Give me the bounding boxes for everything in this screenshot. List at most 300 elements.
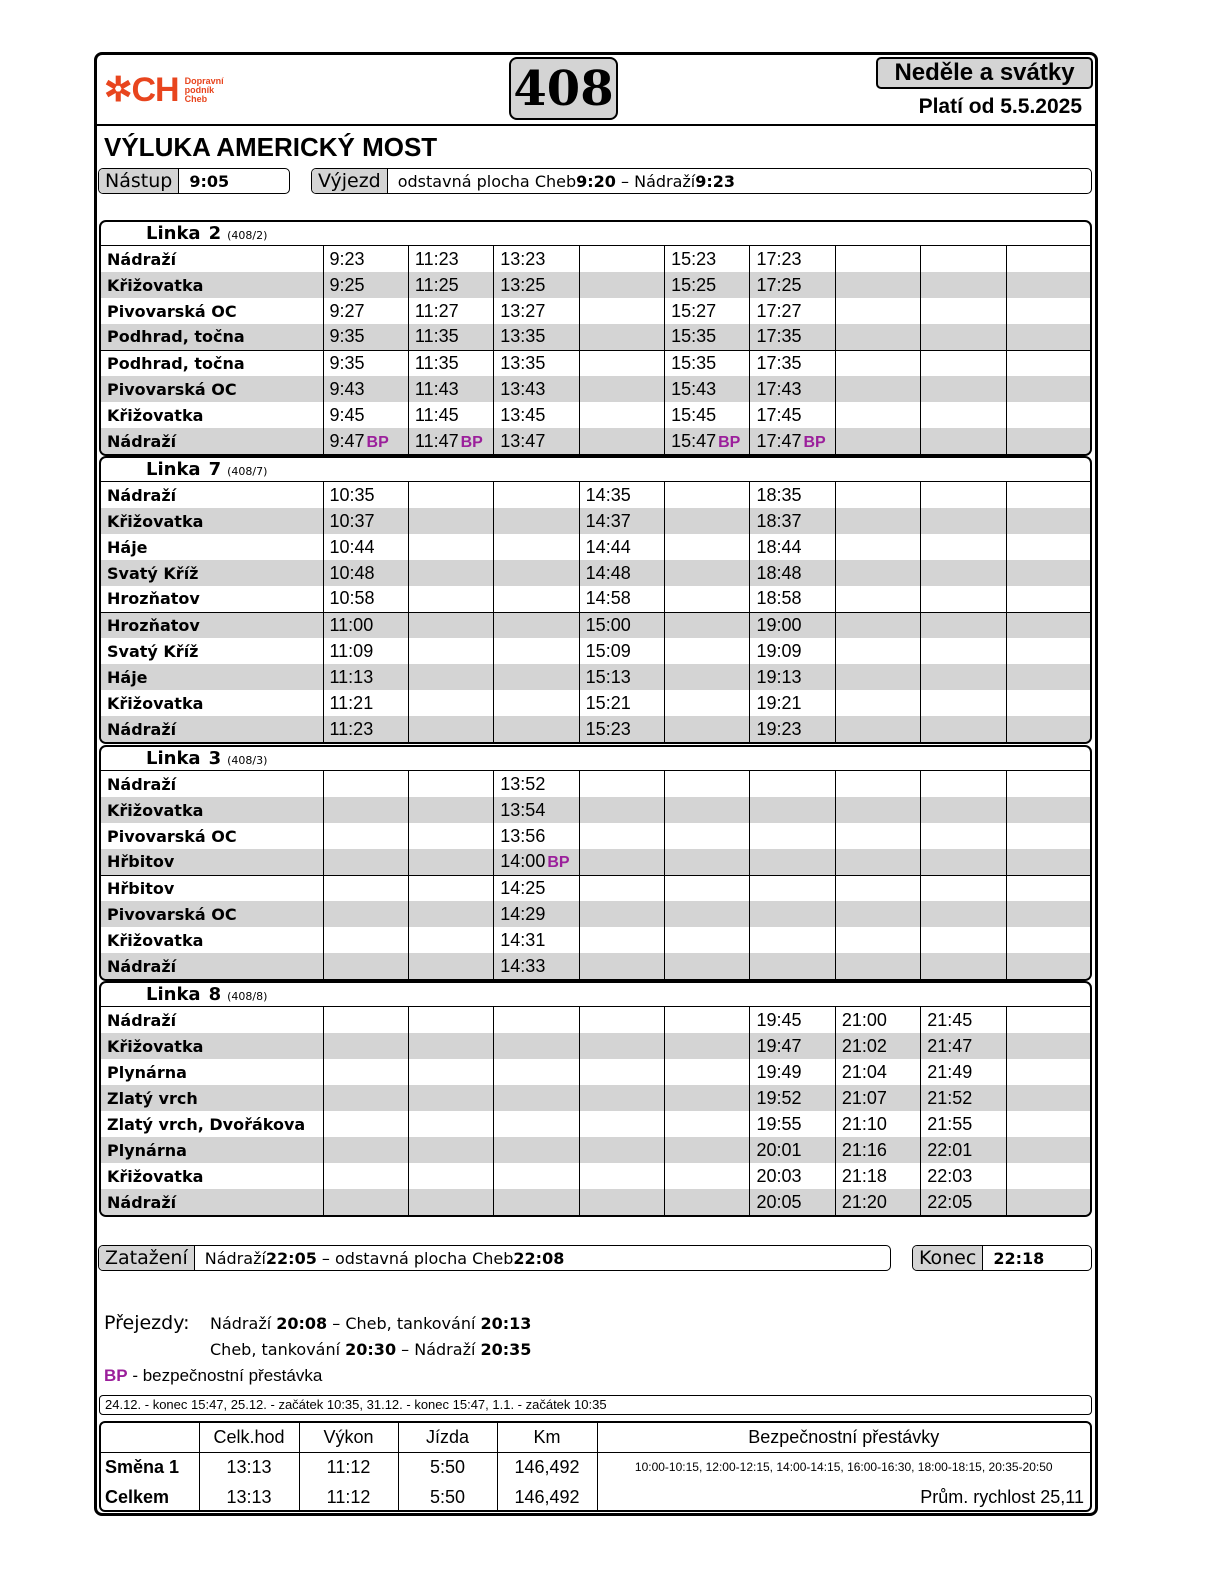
- stop-name: Křižovatka: [101, 690, 323, 716]
- stop-row: [101, 690, 1092, 716]
- departure-time: [323, 482, 408, 508]
- stop-row: [101, 560, 1092, 586]
- departure-time: [494, 875, 579, 901]
- time-value: 20:01: [756, 1139, 802, 1160]
- stop-name: Nádraží: [101, 482, 323, 508]
- departure-time: [1006, 875, 1091, 901]
- konec-time: 22:18: [993, 1248, 1045, 1268]
- timetable: [101, 771, 1092, 979]
- departure-time: [579, 1033, 664, 1059]
- time-value: 21:49: [927, 1061, 973, 1082]
- stop-row: [101, 1137, 1092, 1163]
- departure-time: [835, 402, 920, 428]
- timetable: [101, 482, 1092, 742]
- time-value: 15:43: [671, 378, 717, 399]
- departure-time: [1006, 586, 1091, 612]
- time-value: 18:35: [756, 484, 802, 505]
- departure-time: [835, 953, 920, 979]
- time-value: 21:07: [841, 1087, 887, 1108]
- logo-sub-line: podník: [184, 84, 215, 95]
- logo-subtitle: [185, 77, 224, 104]
- summary-cell: 13:13: [199, 1482, 299, 1512]
- time-value: 15:00: [585, 614, 631, 635]
- departure-time: [323, 875, 408, 901]
- stop-name: Křižovatka: [101, 402, 323, 428]
- time-value: 15:21: [585, 692, 631, 713]
- dash: –: [615, 171, 635, 191]
- departure-time: [665, 482, 750, 508]
- time-value: 18:48: [756, 562, 802, 583]
- departure-time: [921, 560, 1006, 586]
- departure-time: [323, 638, 408, 664]
- departure-time: [921, 901, 1006, 927]
- departure-time: [921, 927, 1006, 953]
- departure-time: [835, 927, 920, 953]
- stop-name: Křižovatka: [101, 272, 323, 298]
- departure-time: [579, 1007, 664, 1033]
- departure-time: [323, 927, 408, 953]
- stop-row: [101, 402, 1092, 428]
- summary-cell: 13:13: [199, 1452, 299, 1482]
- konec-label: Konec: [913, 1246, 983, 1270]
- departure-time: [750, 324, 835, 350]
- departure-time: [921, 1111, 1006, 1137]
- departure-time: [408, 875, 493, 901]
- departure-time: [408, 1111, 493, 1137]
- departure-time: [579, 901, 664, 927]
- time-value: 14:35: [585, 484, 631, 505]
- departure-time: [750, 246, 835, 272]
- departure-time: [665, 1111, 750, 1137]
- departure-time: [835, 560, 920, 586]
- departure-time: [408, 690, 493, 716]
- departure-time: [835, 324, 920, 350]
- prejezd-from-time: 20:08: [276, 1314, 328, 1333]
- summary-cell: 146,492: [497, 1482, 597, 1512]
- departure-time: [408, 534, 493, 560]
- departure-time: [579, 638, 664, 664]
- departure-time: [921, 402, 1006, 428]
- line-title: [146, 223, 267, 244]
- departure-time: [408, 1189, 493, 1215]
- prejezd-line: [210, 1314, 531, 1333]
- timetable-block-linka-8: [99, 981, 1092, 1217]
- departure-time: [579, 246, 664, 272]
- departure-time: [323, 823, 408, 849]
- departure-time: [323, 246, 408, 272]
- departure-time: [408, 1007, 493, 1033]
- departure-time: [921, 376, 1006, 402]
- stop-name: Nádraží: [101, 1007, 323, 1033]
- departure-time: [323, 1085, 408, 1111]
- departure-time: [1006, 1033, 1091, 1059]
- time-value: 11:21: [329, 692, 374, 713]
- time-value: 13:35: [500, 326, 546, 347]
- time-value: 19:52: [756, 1087, 802, 1108]
- summary-header-row: [101, 1423, 1090, 1452]
- line-title: [146, 984, 267, 1005]
- stop-row: [101, 1163, 1092, 1189]
- departure-time: [408, 664, 493, 690]
- departure-time: [1006, 482, 1091, 508]
- departure-time: [494, 324, 579, 350]
- time-value: 14:33: [500, 955, 546, 976]
- dash: –: [316, 1248, 336, 1268]
- konec-box: [912, 1245, 1092, 1271]
- company-logo: [104, 70, 224, 110]
- departure-time: [579, 350, 664, 376]
- summary-header: Výkon: [299, 1423, 398, 1452]
- time-value: 14:37: [585, 510, 631, 531]
- time-value: 21:20: [841, 1191, 887, 1212]
- departure-time: [579, 402, 664, 428]
- prejezd-to: Nádraží: [414, 1340, 476, 1359]
- departure-time: [323, 586, 408, 612]
- departure-time: [835, 797, 920, 823]
- departure-time: [921, 1059, 1006, 1085]
- average-speed: Prům. rychlost 25,11: [920, 1486, 1084, 1507]
- stop-row: [101, 1033, 1092, 1059]
- time-value: 9:25: [329, 274, 365, 295]
- time-value: 19:55: [756, 1113, 802, 1134]
- stop-row: [101, 638, 1092, 664]
- summary-cell: 11:12: [299, 1452, 398, 1482]
- departure-time: [1006, 246, 1091, 272]
- time-value: 19:47: [756, 1035, 802, 1056]
- stop-name: Pivovarská OC: [101, 298, 323, 324]
- line-label: Linka: [146, 459, 201, 480]
- departure-time: [1006, 1189, 1091, 1215]
- time-value: 15:47: [671, 430, 717, 451]
- time-value: 11:47: [414, 430, 459, 451]
- departure-time: [408, 927, 493, 953]
- departure-time: [750, 849, 835, 875]
- vyjezd-to-time: 9:23: [695, 171, 736, 191]
- departure-time: [921, 1137, 1006, 1163]
- prejezd-to-time: 20:13: [480, 1314, 532, 1333]
- departure-time: [494, 823, 579, 849]
- time-value: 21:45: [927, 1009, 973, 1030]
- time-value: 22:01: [927, 1139, 973, 1160]
- line-number: 3: [208, 748, 222, 769]
- departure-time: [323, 272, 408, 298]
- departure-time: [665, 246, 750, 272]
- departure-time: [750, 534, 835, 560]
- zatazeni-to-time: 22:08: [513, 1248, 565, 1268]
- departure-time: [494, 272, 579, 298]
- time-value: 14:58: [585, 588, 631, 609]
- departure-time: [921, 1163, 1006, 1189]
- stop-name: Nádraží: [101, 716, 323, 742]
- departure-time: [494, 612, 579, 638]
- time-value: 21:00: [841, 1009, 887, 1030]
- stop-row: [101, 771, 1092, 797]
- departure-time: [921, 690, 1006, 716]
- departure-time: [835, 246, 920, 272]
- departure-time: [921, 1189, 1006, 1215]
- departure-time: [750, 664, 835, 690]
- time-value: 13:47: [500, 430, 546, 451]
- vyjezd-from: odstavná plocha Cheb: [397, 171, 577, 191]
- time-value: 17:45: [756, 404, 802, 425]
- stop-name: Křižovatka: [101, 508, 323, 534]
- departure-time: [494, 1059, 579, 1085]
- stop-name: Křižovatka: [101, 927, 323, 953]
- stop-row: [101, 875, 1092, 901]
- departure-time: [579, 771, 664, 797]
- zatazeni-route: [195, 1246, 575, 1270]
- departure-time: [921, 298, 1006, 324]
- line-header: [101, 222, 1090, 246]
- time-value: 21:16: [841, 1139, 887, 1160]
- departure-time: [579, 1137, 664, 1163]
- logo-sub-line: Cheb: [184, 93, 208, 104]
- departure-time: [579, 1111, 664, 1137]
- departure-time: [835, 664, 920, 690]
- departure-time: [835, 1059, 920, 1085]
- line-code: (408/8): [227, 990, 268, 1003]
- departure-time: [835, 350, 920, 376]
- departure-time: [408, 350, 493, 376]
- departure-time: [1006, 534, 1091, 560]
- safety-break-badge: BP: [547, 854, 570, 872]
- time-value: 11:27: [414, 300, 459, 321]
- prejezd-line: [210, 1340, 531, 1359]
- departure-time: [323, 1137, 408, 1163]
- stop-name: Podhrad, točna: [101, 350, 323, 376]
- departure-time: [1006, 272, 1091, 298]
- departure-time: [665, 1059, 750, 1085]
- time-value: 21:02: [841, 1035, 887, 1056]
- departure-time: [323, 376, 408, 402]
- stop-row: [101, 1059, 1092, 1085]
- departure-time: [323, 350, 408, 376]
- dash: –: [327, 1314, 346, 1333]
- departure-time: [494, 586, 579, 612]
- time-value: 17:25: [756, 274, 802, 295]
- line-title: [146, 459, 267, 480]
- time-value: 11:13: [329, 666, 374, 687]
- departure-time: [1006, 664, 1091, 690]
- departure-time: [323, 324, 408, 350]
- departure-time: [750, 272, 835, 298]
- departure-time: [408, 560, 493, 586]
- departure-time: [323, 690, 408, 716]
- departure-time: [665, 638, 750, 664]
- summary-row: [101, 1482, 1090, 1512]
- departure-time: [835, 771, 920, 797]
- departure-time: [921, 428, 1006, 454]
- departure-time: [1006, 1137, 1091, 1163]
- stop-name: Hřbitov: [101, 849, 323, 875]
- time-value: 9:47: [329, 430, 365, 451]
- departure-time: [665, 849, 750, 875]
- departure-time: [750, 638, 835, 664]
- departure-time: [579, 508, 664, 534]
- departure-time: [835, 901, 920, 927]
- line-title: [146, 748, 267, 769]
- line-label: Linka: [146, 748, 201, 769]
- departure-time: [750, 953, 835, 979]
- time-value: 17:47: [756, 430, 802, 451]
- stop-row: [101, 272, 1092, 298]
- departure-time: [750, 1137, 835, 1163]
- departure-time: [1006, 376, 1091, 402]
- time-value: 13:45: [500, 404, 546, 425]
- departure-time: [921, 508, 1006, 534]
- departure-time: [323, 1189, 408, 1215]
- line-label: Linka: [146, 984, 201, 1005]
- time-value: 14:25: [500, 877, 546, 898]
- departure-time: [1006, 771, 1091, 797]
- stop-name: Pivovarská OC: [101, 901, 323, 927]
- departure-time: [835, 586, 920, 612]
- departure-time: [1006, 1111, 1091, 1137]
- time-value: 18:58: [756, 588, 802, 609]
- line-code: (408/7): [227, 465, 268, 478]
- departure-time: [835, 428, 920, 454]
- stop-row: [101, 376, 1092, 402]
- departure-time: [494, 797, 579, 823]
- departure-time: [921, 350, 1006, 376]
- time-value: 11:25: [414, 274, 459, 295]
- bp-legend: [104, 1366, 322, 1386]
- time-value: 13:43: [500, 378, 546, 399]
- departure-time: [579, 324, 664, 350]
- departure-time: [1006, 638, 1091, 664]
- departure-time: [921, 771, 1006, 797]
- time-value: 10:35: [329, 484, 375, 505]
- departure-time: [665, 771, 750, 797]
- departure-time: [835, 272, 920, 298]
- line-code: (408/2): [227, 229, 268, 242]
- departure-time: [323, 849, 408, 875]
- departure-time: [408, 298, 493, 324]
- departure-time: [750, 508, 835, 534]
- departure-time: [835, 716, 920, 742]
- time-value: 10:58: [329, 588, 375, 609]
- departure-time: [921, 875, 1006, 901]
- departure-time: [408, 428, 493, 454]
- departure-time: [579, 376, 664, 402]
- time-value: 13:27: [500, 300, 546, 321]
- vyjezd-route: [388, 169, 745, 193]
- departure-time: [1006, 560, 1091, 586]
- departure-time: [1006, 1163, 1091, 1189]
- departure-time: [665, 586, 750, 612]
- time-value: 15:35: [671, 352, 717, 373]
- valid-from: Platí od 5.5.2025: [918, 95, 1082, 118]
- departure-time: [921, 482, 1006, 508]
- timetable-block-linka-7: [99, 456, 1092, 744]
- departure-time: [921, 1007, 1006, 1033]
- dash: –: [396, 1340, 415, 1359]
- time-value: 20:05: [756, 1191, 802, 1212]
- summary-header: Celk.hod: [199, 1423, 299, 1452]
- stop-name: Háje: [101, 534, 323, 560]
- departure-time: [921, 586, 1006, 612]
- departure-time: [408, 1059, 493, 1085]
- departure-time: [579, 586, 664, 612]
- departure-time: [494, 350, 579, 376]
- time-value: 19:49: [756, 1061, 802, 1082]
- departure-time: [665, 1163, 750, 1189]
- departure-time: [408, 1033, 493, 1059]
- departure-time: [750, 376, 835, 402]
- departure-time: [494, 771, 579, 797]
- departure-time: [579, 482, 664, 508]
- departure-time: [1006, 1007, 1091, 1033]
- stop-row: [101, 1007, 1092, 1033]
- stop-row: [101, 324, 1092, 350]
- stop-row: [101, 664, 1092, 690]
- line-header: [101, 747, 1090, 771]
- stop-name: Nádraží: [101, 1189, 323, 1215]
- line-number: 8: [208, 984, 222, 1005]
- departure-time: [750, 690, 835, 716]
- departure-time: [835, 823, 920, 849]
- departure-time: [665, 324, 750, 350]
- departure-time: [408, 716, 493, 742]
- time-value: 17:27: [756, 300, 802, 321]
- departure-time: [408, 953, 493, 979]
- summary-row: [101, 1452, 1090, 1482]
- time-value: 9:35: [329, 352, 365, 373]
- departure-time: [1006, 1059, 1091, 1085]
- departure-time: [494, 428, 579, 454]
- departure-time: [665, 690, 750, 716]
- time-value: 11:43: [414, 378, 459, 399]
- departure-time: [323, 428, 408, 454]
- departure-time: [494, 376, 579, 402]
- departure-time: [835, 612, 920, 638]
- departure-time: [408, 823, 493, 849]
- time-value: 11:09: [329, 640, 374, 661]
- stop-row: [101, 586, 1092, 612]
- time-value: 9:43: [329, 378, 365, 399]
- departure-time: [323, 298, 408, 324]
- departure-time: [494, 508, 579, 534]
- time-value: 14:00: [500, 851, 546, 872]
- time-value: 19:23: [756, 718, 802, 739]
- departure-time: [835, 534, 920, 560]
- departure-time: [494, 482, 579, 508]
- departure-time: [323, 1033, 408, 1059]
- departure-time: [665, 901, 750, 927]
- time-value: 15:45: [671, 404, 717, 425]
- departure-time: [408, 272, 493, 298]
- line-number: 7: [208, 459, 222, 480]
- departure-time: [408, 376, 493, 402]
- stop-row: [101, 823, 1092, 849]
- stop-row: [101, 246, 1092, 272]
- departure-time: [835, 1111, 920, 1137]
- departure-time: [1006, 953, 1091, 979]
- stop-name: Hrozňatov: [101, 612, 323, 638]
- line-number: 2: [208, 223, 222, 244]
- departure-time: [835, 690, 920, 716]
- departure-time: [665, 875, 750, 901]
- stop-row: [101, 849, 1092, 875]
- time-value: 15:35: [671, 326, 717, 347]
- stop-row: [101, 1189, 1092, 1215]
- time-value: 15:23: [585, 718, 631, 739]
- time-value: 9:27: [329, 300, 365, 321]
- time-value: 10:48: [329, 562, 375, 583]
- summary-header: Jízda: [398, 1423, 497, 1452]
- departure-time: [921, 849, 1006, 875]
- stop-name: Křižovatka: [101, 1033, 323, 1059]
